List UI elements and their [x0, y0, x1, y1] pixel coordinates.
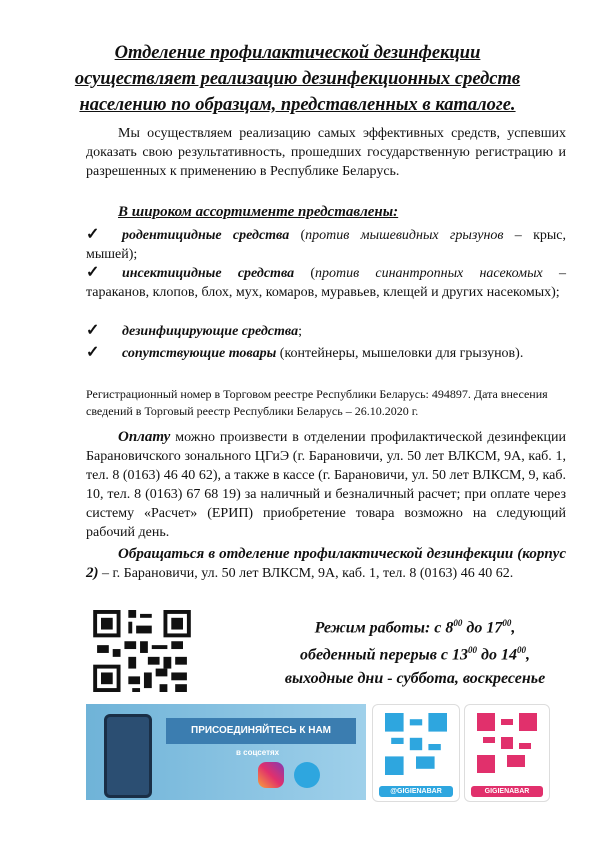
list-item: сопутствующие товары (контейнеры, мышеловки для грызунов). [122, 346, 524, 361]
instagram-handle: GIGIENABAR [471, 786, 543, 797]
registration-info: Регистрационный номер в Торговом реестре Республики Беларусь: 494897. Дата внесения сведений в Торговый реестр Республики Беларусь – 26.10.2020 г. [86, 387, 548, 418]
banner-subtitle: в соцсетях [236, 748, 280, 757]
list-item: инсектицидные средства (против синантропных насекомых – тараканов, клопов, блох, мух, комаров, муравьев, клещей и других насекомых); [86, 266, 566, 300]
phone-icon [104, 714, 152, 798]
check-icon: ✓ [86, 344, 100, 361]
hours-line-1: Режим работы: с $8^{00}$ до $17^{00}$, [314, 618, 516, 637]
qr-code [385, 713, 447, 775]
list-item: дезинфицирующие средства; [122, 324, 302, 339]
working-hours [270, 612, 560, 690]
item-title: инсектицидные средства [122, 266, 295, 281]
item-title: дезинфицирующие средства [122, 324, 299, 339]
hours-line-2: обеденный перерыв с $13^{00}$ до $14^{00}$, [300, 645, 530, 664]
item-title: родентицидные средства [122, 228, 290, 243]
telegram-handle: @GIGIENABAR [379, 786, 453, 797]
banner-title: ПРИСОЕДИНЯЙТЕСЬ К НАМ [166, 718, 356, 744]
qr-code [477, 713, 537, 773]
telegram-qr-card[interactable] [372, 704, 460, 802]
title-line-2: осуществляет реализацию дезинфекционных средств [74, 69, 521, 89]
payment-lead: Оплату [118, 429, 171, 445]
instagram-qr-card[interactable] [464, 704, 550, 802]
assortment-heading: В широком ассортименте представлены: [118, 204, 399, 220]
item-title: сопутствующие товары [122, 346, 277, 361]
check-icon: ✓ [86, 322, 100, 339]
check-icon: ✓ [86, 264, 100, 281]
contact-lead: Обращаться в отделение профилактической дезинфекции (корпус 2) [86, 546, 566, 581]
hours-line-3: выходные дни - суббота, воскресенье [284, 669, 546, 687]
page-title [60, 40, 535, 118]
qr-code [92, 610, 192, 692]
instagram-icon [258, 762, 284, 788]
title-line-3: населению по образцам, представленных в каталоге. [79, 95, 516, 115]
contact-paragraph: Обращаться в отделение профилактической дезинфекции (корпус 2) – г. Барановичи, ул. 50 лет ВЛКСМ, 9А, каб. 1, тел. 8 (0163) 46 40 62. [86, 546, 566, 581]
payment-paragraph: Оплату можно произвести в отделении профилактической дезинфекции Барановичского зонального ЦГиЭ (г. Барановичи, ул. 50 лет ВЛКСМ, 9А, каб. 1, тел. 8 (0163) 46 40 62), а также в кассе (г. Барановичи, ул. 50 лет ВЛКСМ, 9, каб. 10, тел. 8 (0163) 67 68 19) за наличный и безналичный расчет; при оплате через систему «Расчет» (ЕРИП) приобретение товара возможно на следующий рабочий день. [86, 429, 566, 540]
intro-paragraph: Мы осуществляем реализацию самых эффективных средств, успевших доказать свою результативность, прошедших государственную регистрацию и разрешенных к применению в Республике Беларусь. [86, 126, 566, 179]
telegram-icon [294, 762, 320, 788]
list-item: родентицидные средства (против мышевидных грызунов – крыс, мышей); [86, 228, 566, 262]
social-banner[interactable] [86, 704, 366, 800]
check-icon: ✓ [86, 226, 100, 243]
title-line-1: Отделение профилактической дезинфекции [114, 43, 481, 63]
